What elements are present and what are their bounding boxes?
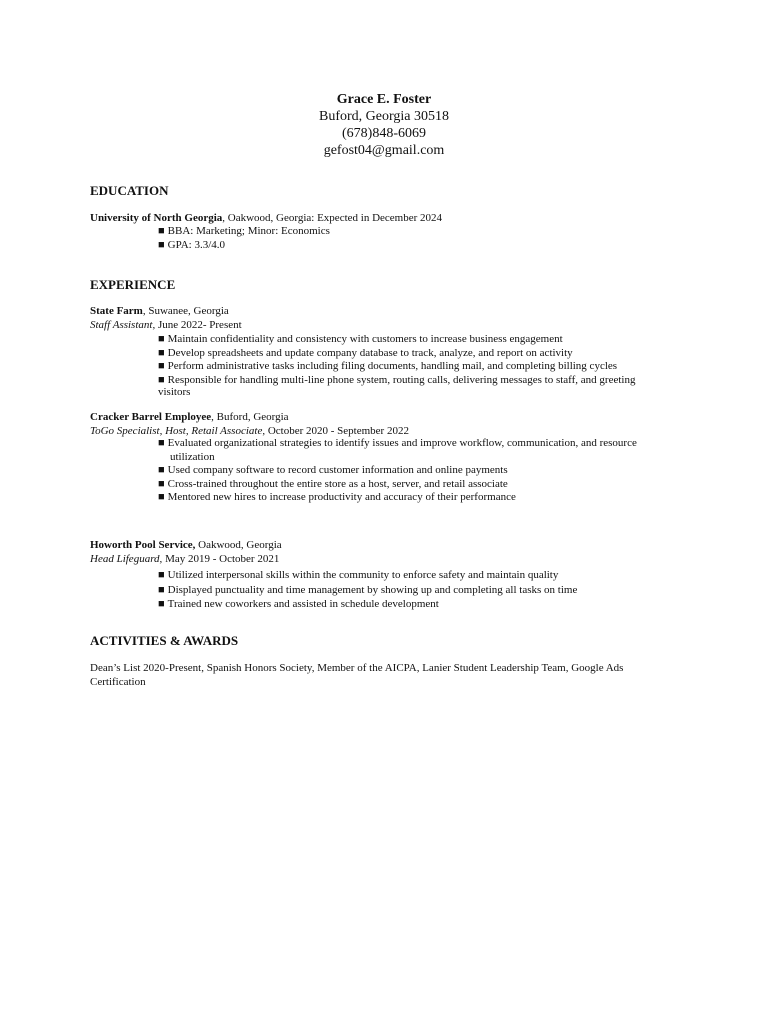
email: gefost04@gmail.com [323, 143, 445, 158]
job-role: ToGo Specialist, Host, Retail Associate [90, 425, 263, 437]
job-role: Head Lifeguard, [90, 553, 163, 565]
bullet-icon: ■ [158, 464, 165, 476]
job-howorth-pool [90, 538, 680, 566]
job-dates: June 2022- Present [155, 319, 242, 331]
education-entry [90, 211, 680, 225]
list-item: ■ Used company software to record customer information and online payments [158, 464, 508, 476]
bullet-icon: ■ [158, 360, 165, 372]
list-item: ■ Cross-trained throughout the entire store as a host, server, and retail associate [158, 477, 508, 490]
resume-header [0, 91, 768, 159]
education-bullets [158, 225, 330, 252]
job-role: Staff Assistant, [90, 319, 156, 331]
phone: (678)848-6069 [342, 126, 426, 141]
bullet-overflow-text: visitors [158, 386, 191, 398]
school-detail: , Oakwood, Georgia: Expected in December 2024 [222, 212, 443, 224]
bullet-icon: ■ [158, 569, 165, 581]
bullet-icon: ■ [158, 477, 165, 490]
list-item: ■ Develop spreadsheets and update company database to track, analyze, and report on activity [158, 346, 573, 359]
list-item: ■ Trained new coworkers and assisted in schedule development [158, 598, 439, 610]
bullet-icon: ■ [158, 491, 165, 503]
bullet-icon: ■ [158, 238, 165, 251]
list-item: ■ Evaluated organizational strategies to identify issues and improve workflow, communication, and resource [158, 437, 637, 449]
list-item: ■ Perform administrative tasks including filing documents, handling mail, and completing billing cycles [158, 360, 618, 372]
list-item: ■ BBA: Marketing; Minor: Economics [158, 225, 330, 237]
list-item: ■ Maintain confidentiality and consistency with customers to increase business engagement [158, 333, 563, 345]
employer-location: , Suwanee, Georgia [142, 305, 229, 317]
employer-name: Howorth Pool Service, [90, 539, 196, 551]
education-heading: EDUCATION [90, 183, 169, 198]
job-bullets [158, 437, 637, 505]
bullet-icon: ■ [158, 346, 165, 359]
job-bullets [158, 333, 635, 387]
employer-name: Cracker Barrel Employee [90, 411, 212, 423]
bullet-icon: ■ [158, 583, 165, 596]
address: Buford, Georgia 30518 [319, 109, 449, 124]
job-cracker-barrel [90, 410, 680, 438]
bullet-icon: ■ [158, 373, 165, 386]
experience-heading: EXPERIENCE [90, 277, 176, 292]
employer-name: State Farm [90, 305, 143, 317]
job-dates: , October 2020 - September 2022 [262, 425, 409, 437]
employer-location: , Buford, Georgia [211, 411, 289, 423]
bullet-icon: ■ [158, 225, 165, 237]
list-item: ■ Utilized interpersonal skills within the community to enforce safety and maintain quality [158, 569, 559, 581]
bullet-icon: ■ [158, 598, 165, 610]
job-bullets [158, 568, 577, 612]
job-state-farm [90, 304, 680, 332]
school-name: University of North Georgia [90, 212, 223, 224]
job-dates: May 2019 - October 2021 [162, 553, 280, 565]
activities-heading: ACTIVITIES & AWARDS [90, 633, 239, 648]
list-item: ■ GPA: 3.3/4.0 [158, 238, 226, 251]
employer-location: Oakwood, Georgia [195, 539, 282, 551]
candidate-name: Grace E. Foster [336, 92, 432, 107]
bullet-icon: ■ [158, 333, 165, 345]
list-item: ■ Mentored new hires to increase productivity and accuracy of their performance [158, 491, 516, 503]
bullet-icon: ■ [158, 437, 165, 449]
bullet-overflow-text: utilization [170, 450, 215, 463]
activities-text: Dean’s List 2020-Present, Spanish Honors Society, Member of the AICPA, Lanier Student Leadership Team, Google Ads Certification [90, 662, 624, 688]
list-item: ■ Responsible for handling multi-line phone system, routing calls, delivering messages to staff, and greeting [158, 373, 636, 386]
list-item: ■ Displayed punctuality and time management by showing up and completing all tasks on time [158, 583, 578, 596]
